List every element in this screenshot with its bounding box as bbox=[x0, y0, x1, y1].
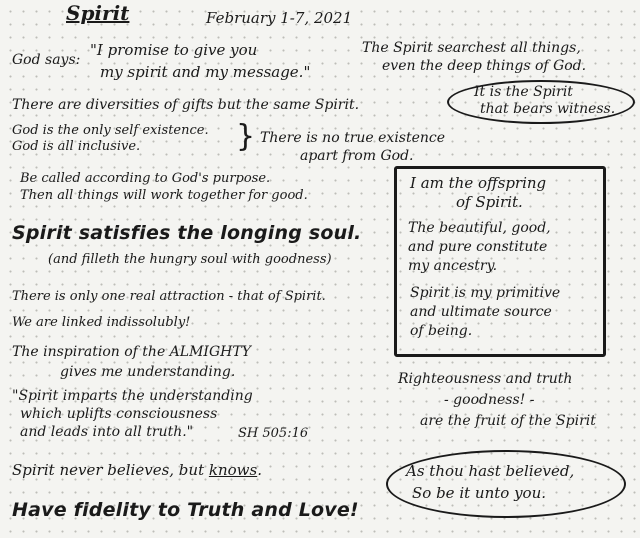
no-true-existence-line-1: There is no true existence bbox=[260, 130, 446, 146]
satisfies-heading: Spirit satisfies the longing soul. bbox=[12, 222, 362, 244]
righteousness-line-1: Righteousness and truth bbox=[398, 371, 573, 387]
searchest-line-1: The Spirit searchest all things, bbox=[362, 40, 581, 56]
offspring-line-2: of Spirit. bbox=[456, 193, 523, 211]
diversities-text: There are diversities of gifts but the same Spirit. bbox=[12, 97, 360, 113]
called-line-2: Then all things will work together for good. bbox=[20, 188, 308, 203]
beautiful-line-1: The beautiful, good, bbox=[408, 220, 551, 236]
fidelity-heading: Have fidelity to Truth and Love! bbox=[12, 499, 359, 521]
offspring-line-1: I am the offspring bbox=[410, 174, 547, 192]
never-believes-text bbox=[12, 462, 262, 479]
knows-word: knows bbox=[208, 461, 258, 479]
promise-line-2: my spirit and my message." bbox=[100, 63, 311, 81]
beautiful-line-2: and pure constitute bbox=[408, 239, 548, 255]
page-date: February 1-7, 2021 bbox=[206, 9, 353, 27]
inspiration-line-1: The inspiration of the ALMIGHTY bbox=[12, 344, 251, 360]
witness-line-2: that bears witness. bbox=[480, 101, 616, 117]
god-says-label: God says: bbox=[12, 52, 81, 68]
attraction-text: There is only one real attraction - that of Spirit. bbox=[12, 289, 326, 304]
never-believes-pre: Spirit never believes, but bbox=[12, 461, 205, 479]
primitive-line-3: of being. bbox=[410, 323, 473, 339]
inspiration-line-2: gives me understanding. bbox=[60, 364, 236, 380]
promise-line-1: "I promise to give you bbox=[90, 41, 258, 59]
imparts-line-3: and leads into all truth." bbox=[20, 424, 194, 440]
primitive-line-1: Spirit is my primitive bbox=[410, 285, 561, 301]
no-true-existence-line-2: apart from God. bbox=[300, 148, 414, 164]
believed-line-2: So be it unto you. bbox=[412, 484, 546, 502]
believed-line-1: As thou hast believed, bbox=[406, 462, 575, 480]
called-line-1: Be called according to God's purpose. bbox=[20, 171, 271, 186]
righteousness-line-2: - goodness! - bbox=[444, 392, 535, 408]
self-existence-line-2: God is all inclusive. bbox=[12, 139, 141, 154]
imparts-reference: SH 505:16 bbox=[238, 426, 309, 441]
page-title: Spirit bbox=[66, 1, 130, 25]
never-believes-post: . bbox=[257, 461, 262, 479]
beautiful-line-3: my ancestry. bbox=[408, 258, 498, 274]
imparts-line-1: "Spirit imparts the understanding bbox=[12, 388, 253, 404]
righteousness-line-3: are the fruit of the Spirit bbox=[420, 413, 596, 429]
primitive-line-2: and ultimate source bbox=[410, 304, 552, 320]
right-brace-icon: } bbox=[236, 119, 256, 154]
searchest-line-2: even the deep things of God. bbox=[382, 58, 587, 74]
self-existence-line-1: God is the only self existence. bbox=[12, 123, 209, 138]
filleth-text: (and filleth the hungry soul with goodness) bbox=[48, 252, 332, 267]
imparts-line-2: which uplifts consciousness bbox=[20, 406, 218, 422]
linked-text: We are linked indissolubly! bbox=[12, 315, 191, 330]
witness-line-1: It is the Spirit bbox=[474, 84, 573, 100]
